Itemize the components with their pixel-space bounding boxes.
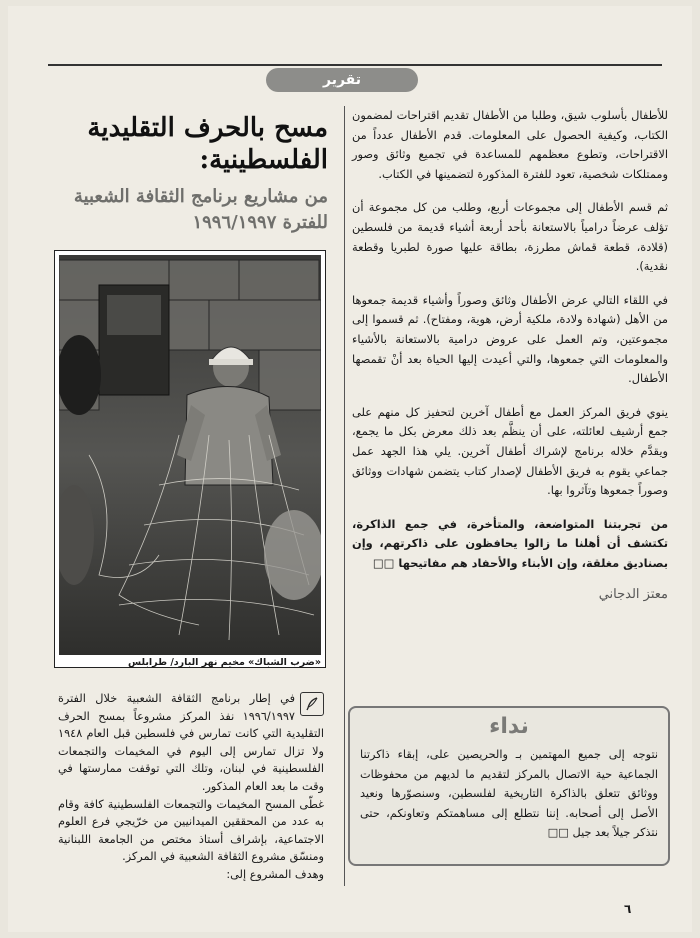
- right-column: [352, 106, 668, 605]
- article-headline: مسح بالحرف التقليدية الفلسطينية:: [87, 113, 328, 175]
- left-paragraph: غطّى المسح المخيمات والتجمعات الفلسطينية كافة وقام به عدد من المحققين الميدانيين من خرّيجي فرع العلوم الاجتماعية، بإشراف أستاذ مختص من الجامعة اللبنانية ومنسّق مشروع الثقافة الشعبية في المركز.: [58, 797, 324, 864]
- fisherman-net-photo: [59, 255, 321, 655]
- left-paragraph-text: في إطار برنامج الثقافة الشعبية خلال الفترة ١٩٩٦/١٩٩٧ نفذ المركز مشروعاً بمسح الحرف التقليدية التي كانت تمارس في فلسطين قبل العام ١٩٤٨ ولا تزال تمارس إلى اليوم في المخيمات والتجمعات الفلسطينية في لبنان، وتلك التي توقفت ممارستها في وقت ما بعد العام المذكور.: [58, 692, 324, 793]
- header-rule: [48, 64, 662, 66]
- magazine-page: [8, 6, 692, 932]
- section-label: تقرير: [266, 68, 418, 92]
- closing-paragraph: من تجربتنا المتواضعة، والمتأخرة، في جمع الذاكرة، تكتشف أن أهلنا ما زالوا يحافظون على ذاكرتهم، وإن بصناديق مغلقة، وإن الأبناء والأحفاد هم مفاتيحها □□: [352, 516, 668, 570]
- left-body: [58, 690, 324, 884]
- author-name: معتز الدجاني: [598, 587, 668, 603]
- photo-caption: «ضرب الشباك» مخيم نهر البارد/ طرابلس: [128, 657, 321, 668]
- notice-body: نتوجه إلى جميع المهتمين بـ والحريصين على، إبقاء ذاكرتنا الجماعية حية الاتصال بالمركز لتقديم ما لديهم من محفوظات ووثائق تتعلق بالذاكرة التاريخية لفلسطين، وسنصوّرها ونعيد الأصل إلى أصحابه. إننا نتطلع إلى مساهمتكم وتعاونكم، حتى نتذكر جيلاً بعد جيل □□: [360, 748, 658, 839]
- right-paragraph: للأطفال بأسلوب شيق، وطلبا من الأطفال تقديم اقتراحات لمضمون الكتاب، وكيفية الحصول على المعلومات. قدم الأطفال عدداً من الاقتراحات، وتطوع معظمهم للمساعدة في تجميع وثائق وصور وممتلكات شخصية، تعود للفترة المذكورة لتضمينها في الكتاب.: [352, 108, 668, 181]
- right-paragraph: ثم قسم الأطفال إلى مجموعات أربع، وطلب من كل مجموعة أن تؤلف عرضاً درامياً بالاستعانة بأحد أربعة أشياء قديمة من فلسطين (قلادة، قطعة قماش مطرزة، بطاقة عليها صورة لطبريا وقطعة نقدية).: [352, 200, 668, 274]
- page-number: ٦: [624, 902, 632, 916]
- column-divider: [344, 106, 345, 886]
- photo-frame: [54, 250, 326, 668]
- notice-box: [348, 706, 670, 866]
- left-paragraph: وهدف المشروع إلى:: [226, 867, 324, 881]
- quill-icon: [300, 692, 324, 716]
- notice-title: نداء: [489, 714, 529, 739]
- left-paragraph: [58, 690, 324, 796]
- article-subtitle: من مشاريع برنامج الثقافة الشعبية للفترة ١٩٩٦/١٩٩٧: [73, 186, 328, 233]
- right-paragraph: في اللقاء التالي عرض الأطفال وثائق وصوراً وأشياء قديمة جمعوها من الأهل (شهادة ولادة، ملكية أرض، هوية، ومفتاح). ثم قسموا إلى مجموعتين، وتم العمل على عروض درامية بالاستعانة بالأشياء والمعلومات التي جمعوها، والتي أعيدت إليها الحياة بعد أنْ تقمصها الأطفال.: [352, 292, 668, 386]
- right-paragraph: ينوي فريق المركز العمل مع أطفال آخرين لتحفيز كل منهم على جمع أرشيف لعائلته، على أن ينظَّم بعد ذلك معرض بكل ما يجمع، ويقدَّم خلاله برنامج لإشراك أطفال آخرين. يلي هذا الجهد عمل جماعي يقوم به فريق الأطفال لإصدار كتاب يتضمن شهادات ووثائق وصوراً جمعوها وتآثروا بها.: [352, 404, 668, 498]
